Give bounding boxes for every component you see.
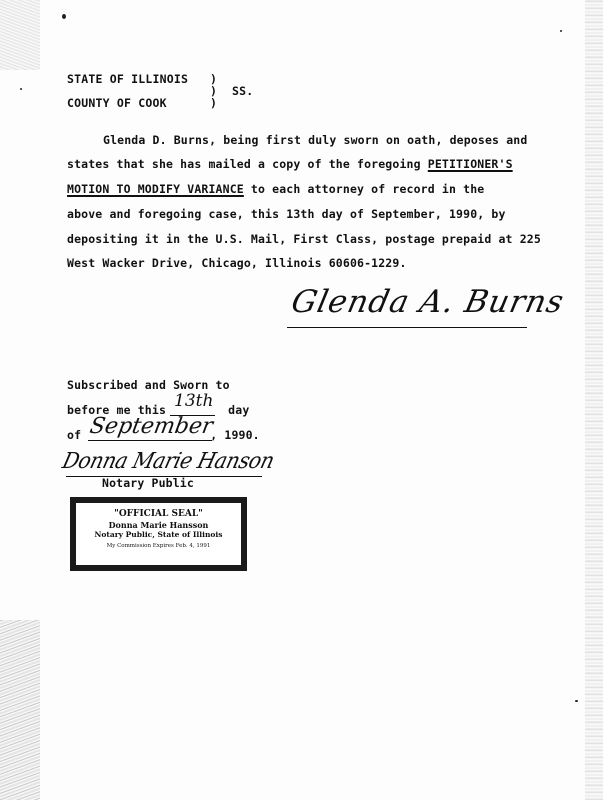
document-title-part-1: PETITIONER'S (427, 157, 513, 171)
scan-speck (20, 88, 22, 90)
jurat-month-line (88, 440, 212, 441)
scan-speck (575, 700, 578, 702)
affidavit-line-4: above and foregoing case, this 13th day of September, 1990, by (67, 207, 506, 221)
affidavit-line-2-text: states that she has mailed a copy of the foregoing (67, 157, 428, 171)
affiant-signature-line (287, 327, 527, 328)
document-title-part-2: MOTION TO MODIFY VARIANCE (67, 182, 244, 196)
affiant-signature: Glenda A. Burns (288, 284, 568, 320)
seal-title: "OFFICIAL SEAL" (114, 509, 203, 519)
jurat-day-handwritten: 13th (174, 391, 214, 411)
jurat-line-3-text: of (67, 428, 89, 442)
affidavit-line-2 (67, 157, 513, 171)
jurat-line-3-suffix: , 1990. (210, 428, 260, 442)
scan-noise-right (585, 0, 603, 800)
jurat-month-handwritten: September (87, 414, 215, 439)
seal-jurisdiction: Notary Public, State of Illinois (94, 530, 223, 539)
venue-paren-mid: ) (210, 84, 218, 98)
notary-seal (70, 497, 247, 571)
scan-noise-top-left (0, 0, 40, 70)
venue-paren-bottom: ) (210, 96, 218, 110)
venue-state: STATE OF ILLINOIS (67, 72, 189, 86)
scan-speck (560, 30, 562, 32)
venue-ss: SS. (232, 84, 254, 98)
notary-label: Notary Public (102, 476, 194, 490)
jurat-line-2-suffix: day (221, 403, 250, 417)
venue-paren-top: ) (210, 72, 218, 86)
seal-commission-expiry: My Commission Expires Feb. 4, 1991 (106, 542, 211, 549)
scan-noise-bottom-left (0, 620, 40, 800)
affidavit-line-3 (67, 182, 484, 196)
affidavit-line-5: depositing it in the U.S. Mail, First Class, postage prepaid at 225 (67, 232, 541, 246)
affidavit-line-6: West Wacker Drive, Chicago, Illinois 60606-1229. (67, 256, 407, 270)
scan-speck (62, 14, 66, 19)
affidavit-line-3-text: to each attorney of record in the (243, 182, 485, 196)
notary-signature: Donna Marie Hanson (59, 449, 277, 474)
jurat-line-1: Subscribed and Sworn to (67, 378, 230, 392)
venue-county: COUNTY OF COOK (67, 96, 167, 110)
seal-notary-name: Donna Marie Hansson (108, 519, 209, 530)
jurat-line-2-text: before me this (67, 403, 174, 417)
affidavit-line-1: Glenda D. Burns, being first duly sworn on oath, deposes and (103, 133, 528, 147)
